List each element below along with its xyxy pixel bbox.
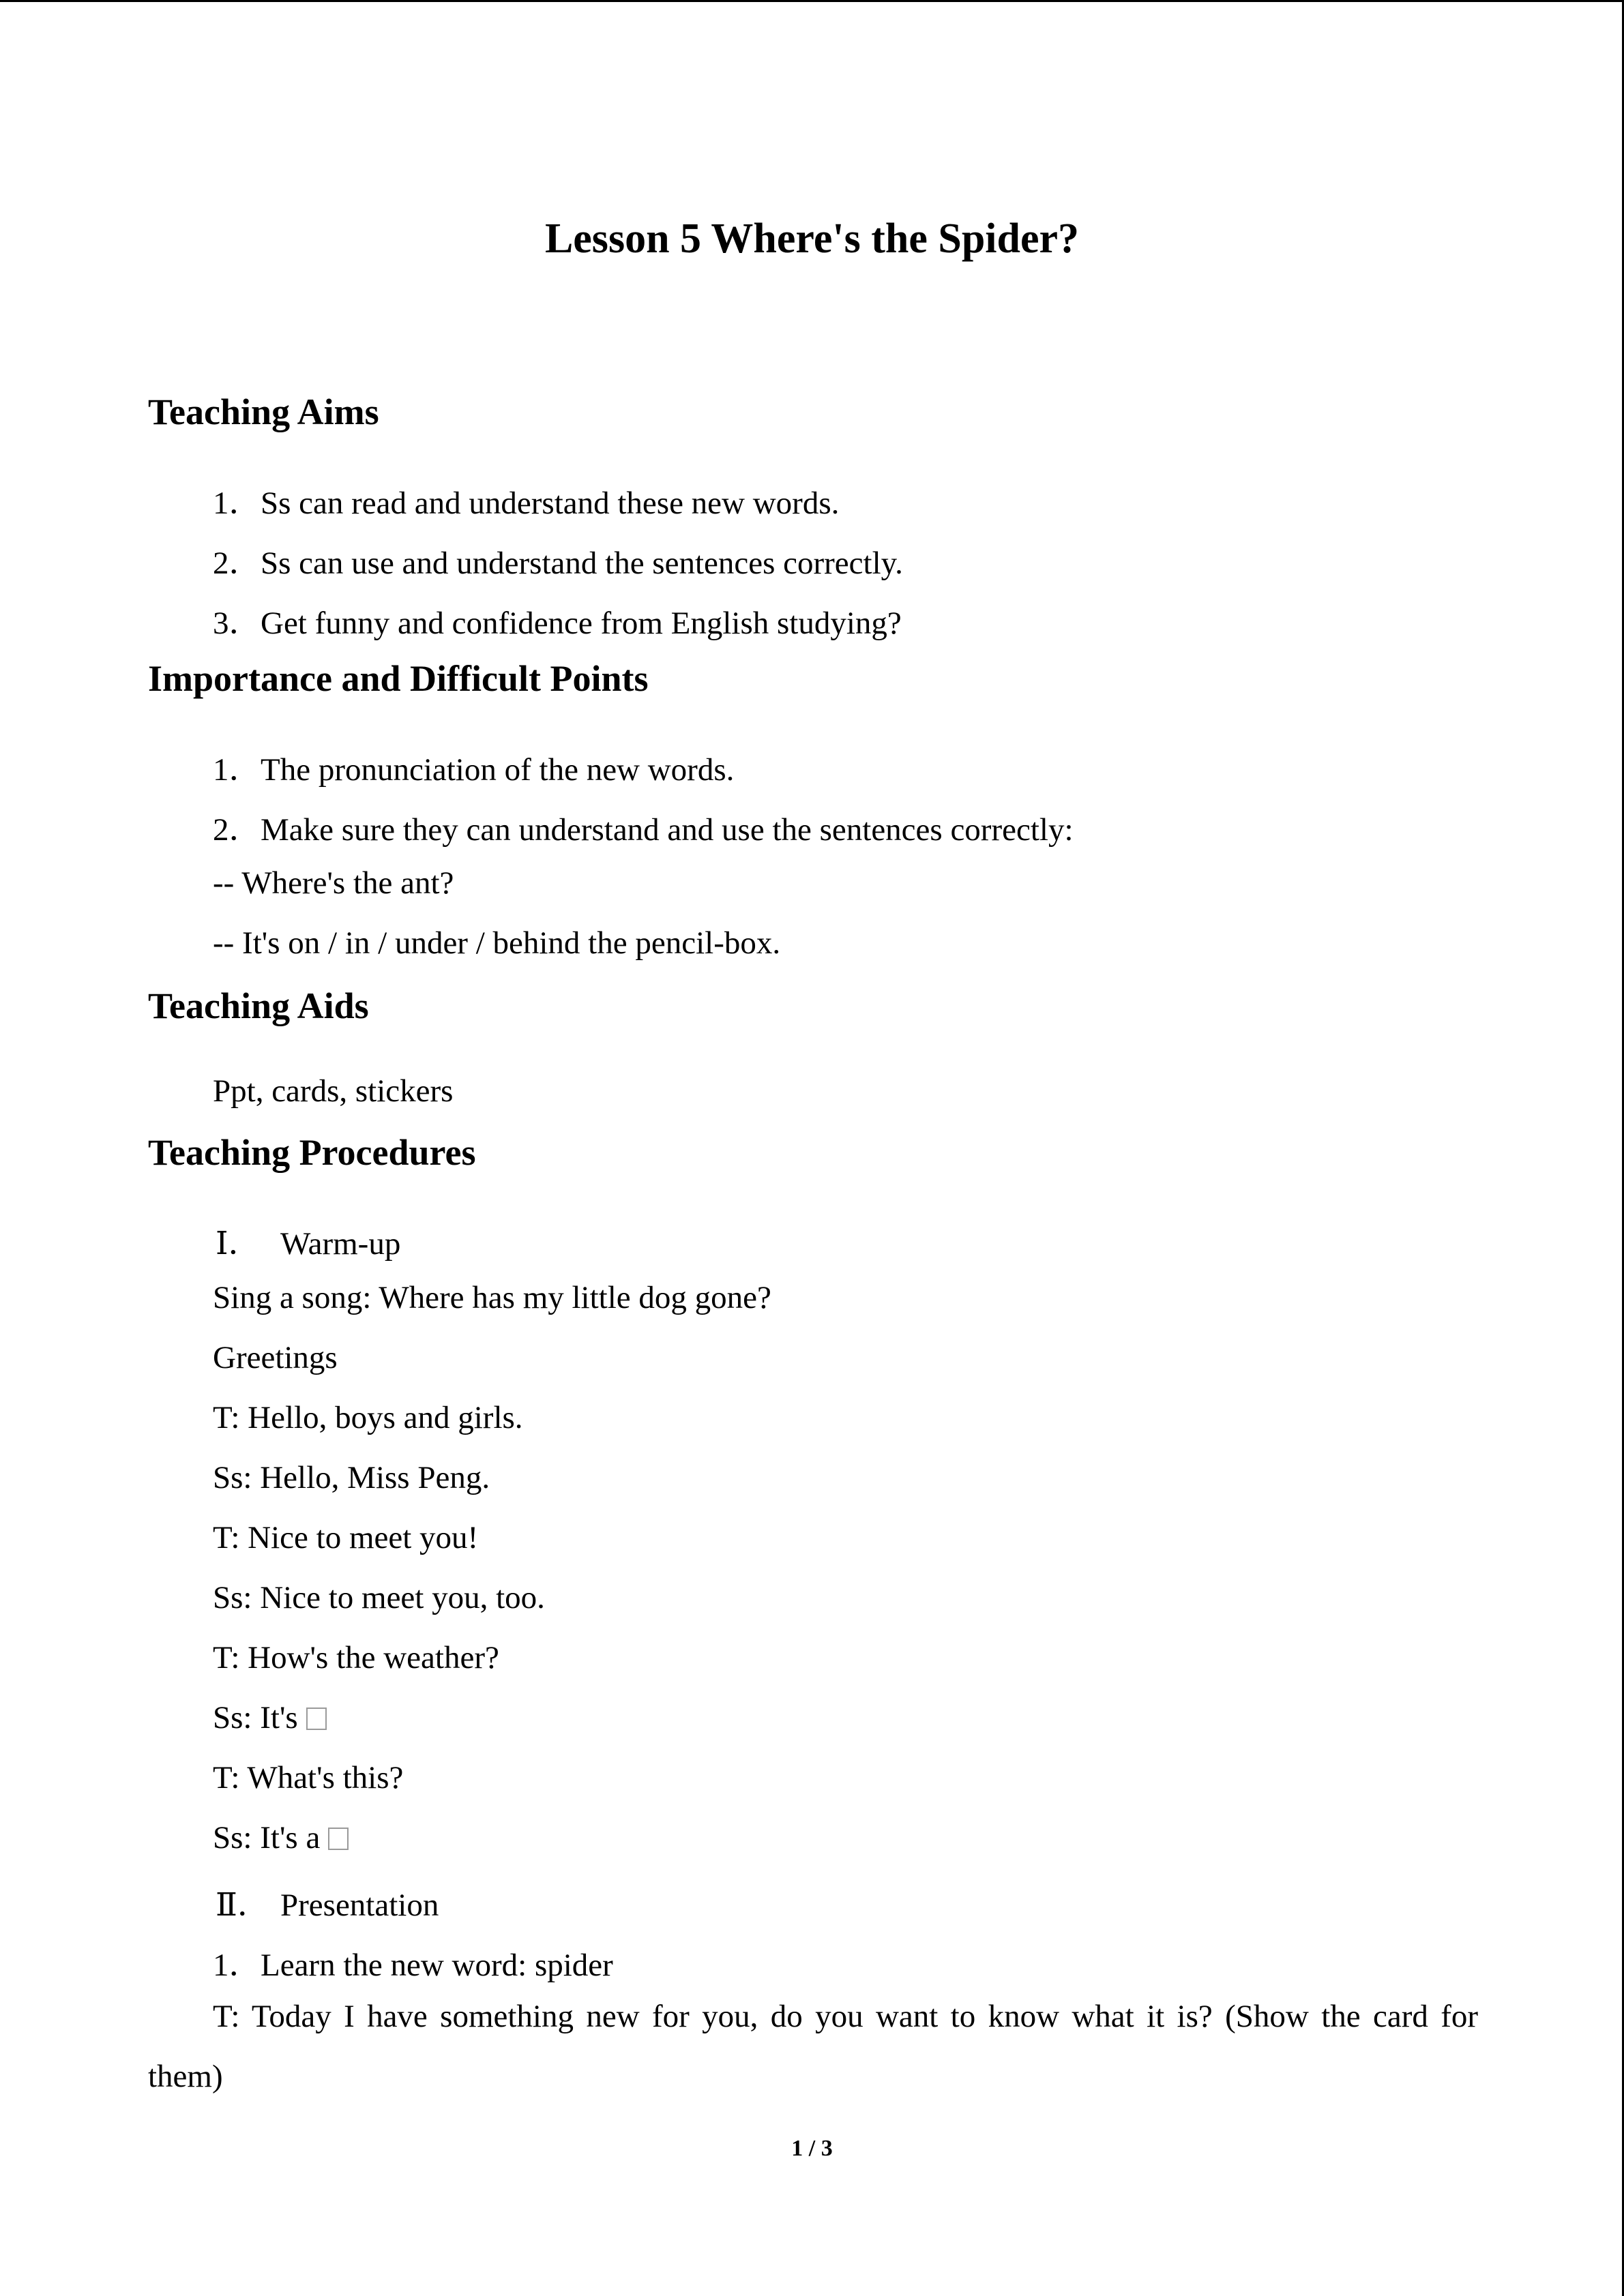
list-item-text: The pronunciation of the new words. [261, 752, 735, 788]
heading-teaching-aids: Teaching Aids [148, 985, 369, 1026]
list-number: 1． [213, 752, 261, 788]
list-item [213, 804, 1074, 850]
list-item [213, 537, 903, 583]
dialogue-line [213, 1819, 349, 1856]
example-sentence: -- Where's the ant? [213, 865, 454, 901]
list-item [213, 1939, 613, 1985]
document-title: Lesson 5 Where's the Spider? [544, 215, 1080, 262]
list-number: 1． [213, 1948, 261, 1983]
heading-teaching-procedures: Teaching Procedures [148, 1132, 476, 1173]
list-item-text: Ss can read and understand these new words. [261, 486, 840, 521]
step-warm-up [216, 1218, 400, 1264]
heading-teaching-aims: Teaching Aims [148, 391, 379, 432]
list-item-text: Get funny and confidence from English studying? [261, 606, 902, 641]
heading-importance-difficult-points: Importance and Difficult Points [148, 658, 649, 699]
page-border-top [0, 0, 1624, 2]
list-number: 2． [213, 546, 261, 581]
list-number: 2． [213, 812, 261, 848]
list-item [213, 477, 839, 523]
page-number: 1 / 3 [791, 2136, 833, 2161]
dialogue-line: T: Hello, boys and girls. [213, 1400, 523, 1435]
paragraph-line: T: Today I have something new for you, do you want to know what it is? (Show the card for [213, 1999, 1478, 2034]
list-item-text: Make sure they can understand and use the sentences correctly: [261, 812, 1074, 848]
roman-numeral: Ⅱ． [216, 1888, 269, 1923]
list-number: 3． [213, 606, 261, 641]
list-item [213, 597, 902, 643]
list-item [213, 744, 734, 790]
step-presentation [216, 1879, 439, 1925]
list-item-text: Ss can use and understand the sentences correctly. [261, 546, 903, 581]
dialogue-line [213, 1699, 327, 1736]
dialogue-text: Ss: It's a [213, 1820, 321, 1855]
dialogue-line: T: What's this? [213, 1760, 404, 1795]
roman-numeral: Ⅰ． [216, 1226, 261, 1262]
list-number: 1． [213, 486, 261, 521]
aids-text: Ppt, cards, stickers [213, 1073, 454, 1109]
example-sentence: -- It's on / in / under / behind the pencil-box. [213, 925, 781, 961]
dialogue-line: T: Nice to meet you! [213, 1520, 479, 1555]
dialogue-line: T: How's the weather? [213, 1640, 499, 1675]
placeholder-box-icon [328, 1828, 349, 1850]
dialogue-line: Ss: Nice to meet you, too. [213, 1580, 545, 1615]
placeholder-box-icon [306, 1708, 327, 1730]
dialogue-line: Ss: Hello, Miss Peng. [213, 1460, 490, 1495]
list-item-text: Learn the new word: spider [261, 1948, 613, 1983]
dialogue-text: Ss: It's [213, 1700, 298, 1735]
dialogue-line: Greetings [213, 1340, 338, 1375]
dialogue-line: Sing a song: Where has my little dog gone? [213, 1280, 771, 1315]
paragraph-line: them) [148, 2059, 223, 2094]
step-label: Warm-up [280, 1226, 401, 1262]
step-label: Presentation [280, 1888, 439, 1923]
